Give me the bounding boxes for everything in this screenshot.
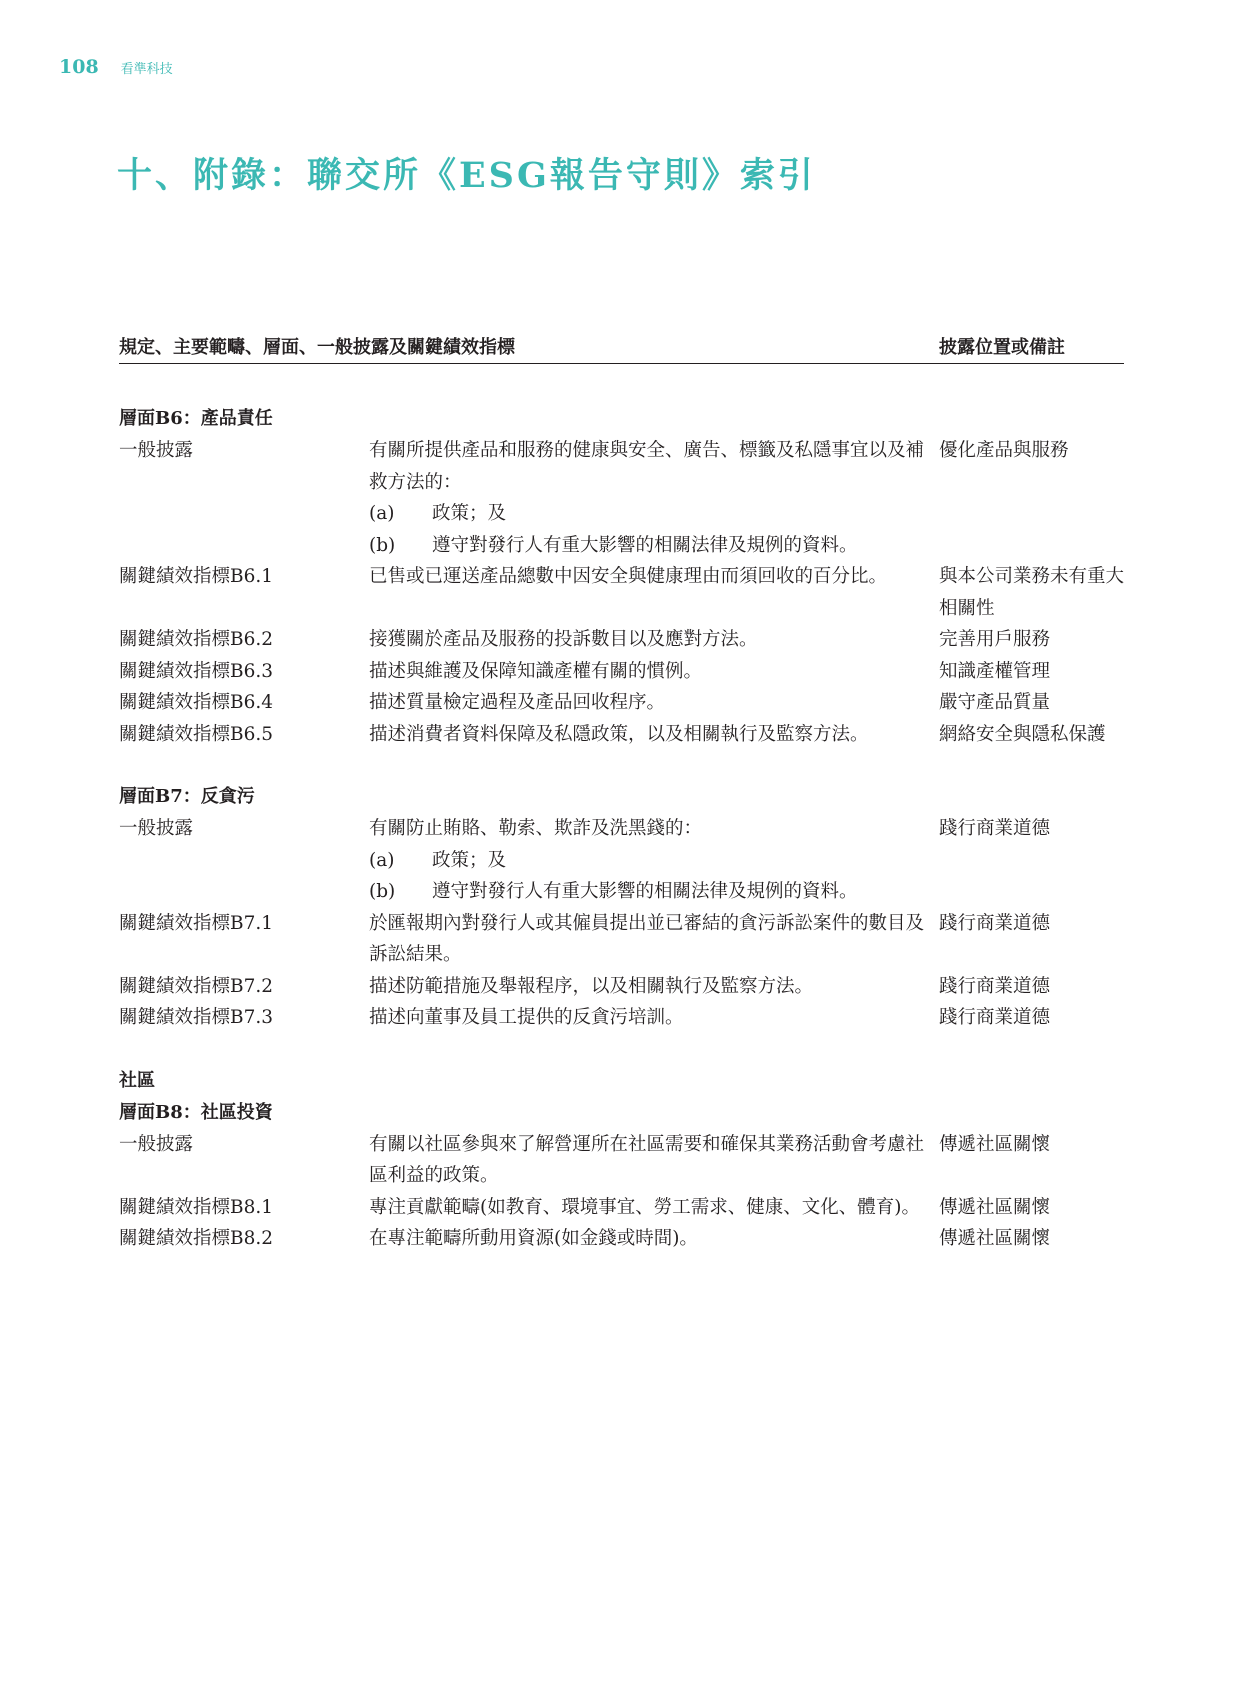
row-description: 在專注範疇所動用資源(如金錢或時間)。 xyxy=(369,1228,698,1249)
row-location: 傳遞社區關懷 xyxy=(939,1196,1051,1218)
list-marker: (b) xyxy=(369,881,396,902)
table-header xyxy=(119,333,1124,364)
row-label: 關鍵績效指標B6.4 xyxy=(119,692,274,713)
list-item xyxy=(369,530,939,562)
list-item xyxy=(369,498,939,530)
table-row xyxy=(119,1129,1124,1192)
section-heading-b8: 層面B8：社區投資 xyxy=(119,1101,273,1123)
list-text: 遵守對發行人有重大影響的相關法律及規例的資料。 xyxy=(432,881,858,902)
section-heading-b7: 層面B7：反貪污 xyxy=(119,786,255,807)
list-text: 政策；及 xyxy=(432,849,507,871)
row-label: 關鍵績效指標B7.2 xyxy=(119,975,274,997)
table-row xyxy=(119,1192,1124,1224)
esg-index-table xyxy=(119,333,1124,1255)
row-location: 傳遞社區關懷 xyxy=(939,1133,1051,1155)
list-text: 遵守對發行人有重大影響的相關法律及規例的資料。 xyxy=(432,534,858,556)
header-col-requirement: 規定、主要範疇、層面、一般披露及關鍵績效指標 xyxy=(119,337,515,358)
list-marker: (a) xyxy=(369,503,395,524)
section-heading-b6: 層面B6：產品責任 xyxy=(119,408,273,429)
row-description: 接獲關於產品及服務的投訴數目以及應對方法。 xyxy=(369,629,758,650)
row-description: 已售或已運送產品總數中因安全與健康理由而須回收的百分比。 xyxy=(369,566,888,587)
row-description xyxy=(369,813,939,908)
table-row xyxy=(119,813,1124,908)
list-item xyxy=(369,876,939,908)
table-row xyxy=(119,687,1124,719)
table-row xyxy=(119,435,1124,561)
page-header xyxy=(59,56,173,78)
row-location: 與本公司業務未有重大相關性 xyxy=(939,566,1125,619)
row-description: 於匯報期內對發行人或其僱員提出並已審結的貪污訴訟案件的數目及訴訟結果。 xyxy=(369,912,925,965)
general-disclosure-text: 有關防止賄賂、勒索、欺詐及洗黑錢的： xyxy=(369,818,703,839)
table-row xyxy=(119,908,1124,971)
row-description: 描述防範措施及舉報程序，以及相關執行及監察方法。 xyxy=(369,975,814,997)
page-number: 108 xyxy=(59,56,99,78)
row-label: 關鍵績效指標B7.1 xyxy=(119,912,274,934)
table-row xyxy=(119,1002,1124,1034)
row-label: 關鍵績效指標B8.2 xyxy=(119,1228,274,1249)
row-label: 關鍵績效指標B8.1 xyxy=(119,1196,274,1218)
row-description xyxy=(369,435,939,561)
row-location: 完善用戶服務 xyxy=(939,629,1051,650)
list-marker: (b) xyxy=(369,534,396,556)
row-location: 踐行商業道德 xyxy=(939,975,1051,997)
row-description: 描述向董事及員工提供的反貪污培訓。 xyxy=(369,1007,684,1028)
header-col-location: 披露位置或備註 xyxy=(939,337,1065,358)
row-description: 描述與維護及保障知識產權有關的慣例。 xyxy=(369,660,703,682)
row-label: 關鍵績效指標B6.1 xyxy=(119,566,274,587)
row-location: 嚴守產品質量 xyxy=(939,692,1051,713)
table-row xyxy=(119,561,1124,624)
row-location: 踐行商業道德 xyxy=(939,1007,1051,1028)
table-row xyxy=(119,624,1124,656)
row-label: 關鍵績效指標B6.3 xyxy=(119,660,274,682)
row-label: 一般披露 xyxy=(119,1133,194,1155)
list-item xyxy=(369,845,939,877)
row-location: 網絡安全與隱私保護 xyxy=(939,723,1106,745)
row-location: 傳遞社區關懷 xyxy=(939,1228,1051,1249)
row-label: 關鍵績效指標B7.3 xyxy=(119,1007,274,1028)
row-label: 一般披露 xyxy=(119,818,194,839)
row-label: 關鍵績效指標B6.2 xyxy=(119,629,274,650)
list-text: 政策；及 xyxy=(432,503,507,524)
list-marker: (a) xyxy=(369,849,395,871)
row-label: 一般披露 xyxy=(119,440,194,461)
row-description: 描述消費者資料保障及私隱政策，以及相關執行及監察方法。 xyxy=(369,723,869,745)
general-disclosure-text: 有關所提供產品和服務的健康與安全、廣告、標籤及私隱事宜以及補救方法的： xyxy=(369,440,925,493)
row-location: 知識產權管理 xyxy=(939,660,1051,682)
row-description: 專注貢獻範疇(如教育、環境事宜、勞工需求、健康、文化、體育)。 xyxy=(369,1196,920,1218)
row-location: 踐行商業道德 xyxy=(939,912,1051,934)
row-location: 優化產品與服務 xyxy=(939,440,1069,461)
table-row xyxy=(119,971,1124,1003)
table-row xyxy=(119,719,1124,751)
row-description: 描述質量檢定過程及產品回收程序。 xyxy=(369,692,666,713)
page-title: 十、附錄：聯交所《ESG報告守則》索引 xyxy=(117,155,816,196)
company-name: 看準科技 xyxy=(120,62,173,77)
section-heading-community: 社區 xyxy=(119,1069,155,1091)
row-location: 踐行商業道德 xyxy=(939,818,1051,839)
row-label: 關鍵績效指標B6.5 xyxy=(119,723,274,745)
table-row xyxy=(119,656,1124,688)
table-row xyxy=(119,1223,1124,1255)
row-description: 有關以社區參與來了解營運所在社區需要和確保其業務活動會考慮社區利益的政策。 xyxy=(369,1133,925,1186)
